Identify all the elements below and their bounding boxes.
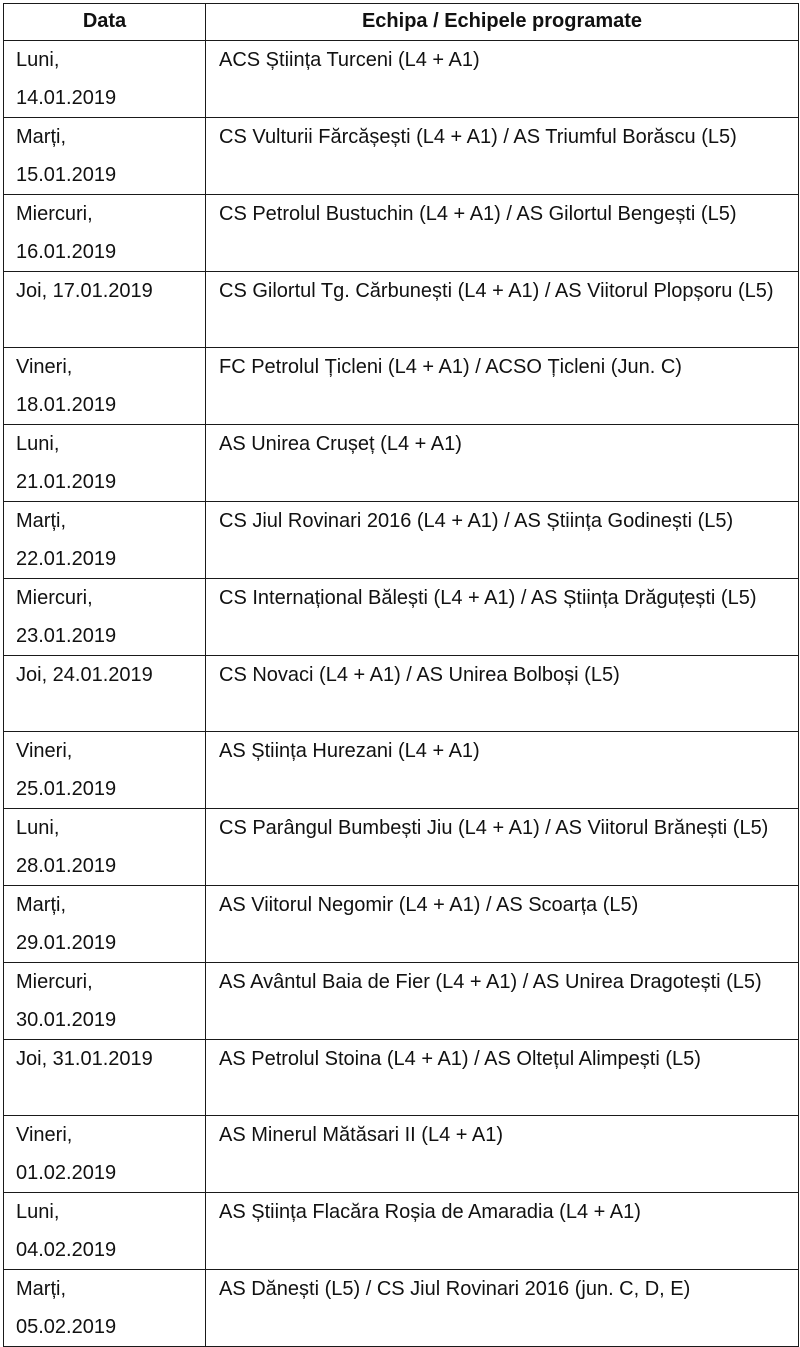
table-row — [4, 348, 799, 425]
teams-cell: CS Petrolul Bustuchin (L4 + A1) / AS Gilortul Bengești (L5) — [206, 195, 799, 272]
date-cell: Luni, 14.01.2019 — [4, 41, 206, 118]
date-cell: Miercuri, 23.01.2019 — [4, 579, 206, 656]
date-cell: Vineri, 01.02.2019 — [4, 1116, 206, 1193]
teams-cell: CS Parângul Bumbești Jiu (L4 + A1) / AS Viitorul Brănești (L5) — [206, 809, 799, 886]
table-row — [4, 886, 799, 963]
teams-cell: AS Dănești (L5) / CS Jiul Rovinari 2016 (jun. C, D, E) — [206, 1270, 799, 1347]
date-cell: Joi, 31.01.2019 — [4, 1040, 206, 1116]
teams-cell: AS Avântul Baia de Fier (L4 + A1) / AS Unirea Dragotești (L5) — [206, 963, 799, 1040]
date-cell: Luni, 28.01.2019 — [4, 809, 206, 886]
date-cell: Marți, 29.01.2019 — [4, 886, 206, 963]
teams-cell: CS Vulturii Fărcășești (L4 + A1) / AS Triumful Borăscu (L5) — [206, 118, 799, 195]
date-cell: Miercuri, 16.01.2019 — [4, 195, 206, 272]
table-row — [4, 502, 799, 579]
teams-cell: AS Petrolul Stoina (L4 + A1) / AS Oltețul Alimpești (L5) — [206, 1040, 799, 1116]
teams-column-header: Echipa / Echipele programate — [206, 4, 799, 41]
table-body — [4, 41, 799, 1347]
table-row — [4, 656, 799, 732]
table-row — [4, 1193, 799, 1270]
date-cell: Marți, 15.01.2019 — [4, 118, 206, 195]
teams-cell: AS Viitorul Negomir (L4 + A1) / AS Scoarța (L5) — [206, 886, 799, 963]
table-header — [4, 4, 799, 41]
teams-cell: CS Jiul Rovinari 2016 (L4 + A1) / AS Știința Godinești (L5) — [206, 502, 799, 579]
table-row — [4, 963, 799, 1040]
date-cell: Vineri, 18.01.2019 — [4, 348, 206, 425]
table-row — [4, 1040, 799, 1116]
table-row — [4, 1270, 799, 1347]
date-cell: Luni, 21.01.2019 — [4, 425, 206, 502]
schedule-table — [3, 3, 799, 1347]
header-row — [4, 4, 799, 41]
table-row — [4, 195, 799, 272]
table-row — [4, 809, 799, 886]
teams-cell: ACS Știința Turceni (L4 + A1) — [206, 41, 799, 118]
teams-cell: AS Minerul Mătăsari II (L4 + A1) — [206, 1116, 799, 1193]
teams-cell: AS Știința Hurezani (L4 + A1) — [206, 732, 799, 809]
date-cell: Marți, 22.01.2019 — [4, 502, 206, 579]
teams-cell: FC Petrolul Țicleni (L4 + A1) / ACSO Țicleni (Jun. C) — [206, 348, 799, 425]
teams-cell: AS Știința Flacăra Roșia de Amaradia (L4 + A1) — [206, 1193, 799, 1270]
table-row — [4, 732, 799, 809]
date-cell: Luni, 04.02.2019 — [4, 1193, 206, 1270]
date-cell: Joi, 24.01.2019 — [4, 656, 206, 732]
date-cell: Joi, 17.01.2019 — [4, 272, 206, 348]
date-cell: Marți, 05.02.2019 — [4, 1270, 206, 1347]
date-column-header: Data — [4, 4, 206, 41]
table-row — [4, 41, 799, 118]
date-cell: Miercuri, 30.01.2019 — [4, 963, 206, 1040]
teams-cell: CS Gilortul Tg. Cărbunești (L4 + A1) / AS Viitorul Plopșoru (L5) — [206, 272, 799, 348]
teams-cell: CS Novaci (L4 + A1) / AS Unirea Bolboși (L5) — [206, 656, 799, 732]
teams-cell: AS Unirea Crușeț (L4 + A1) — [206, 425, 799, 502]
teams-cell: CS Internațional Bălești (L4 + A1) / AS Știința Drăguțești (L5) — [206, 579, 799, 656]
table-row — [4, 579, 799, 656]
table-row — [4, 272, 799, 348]
table-row — [4, 425, 799, 502]
table-row — [4, 1116, 799, 1193]
table-row — [4, 118, 799, 195]
date-cell: Vineri, 25.01.2019 — [4, 732, 206, 809]
